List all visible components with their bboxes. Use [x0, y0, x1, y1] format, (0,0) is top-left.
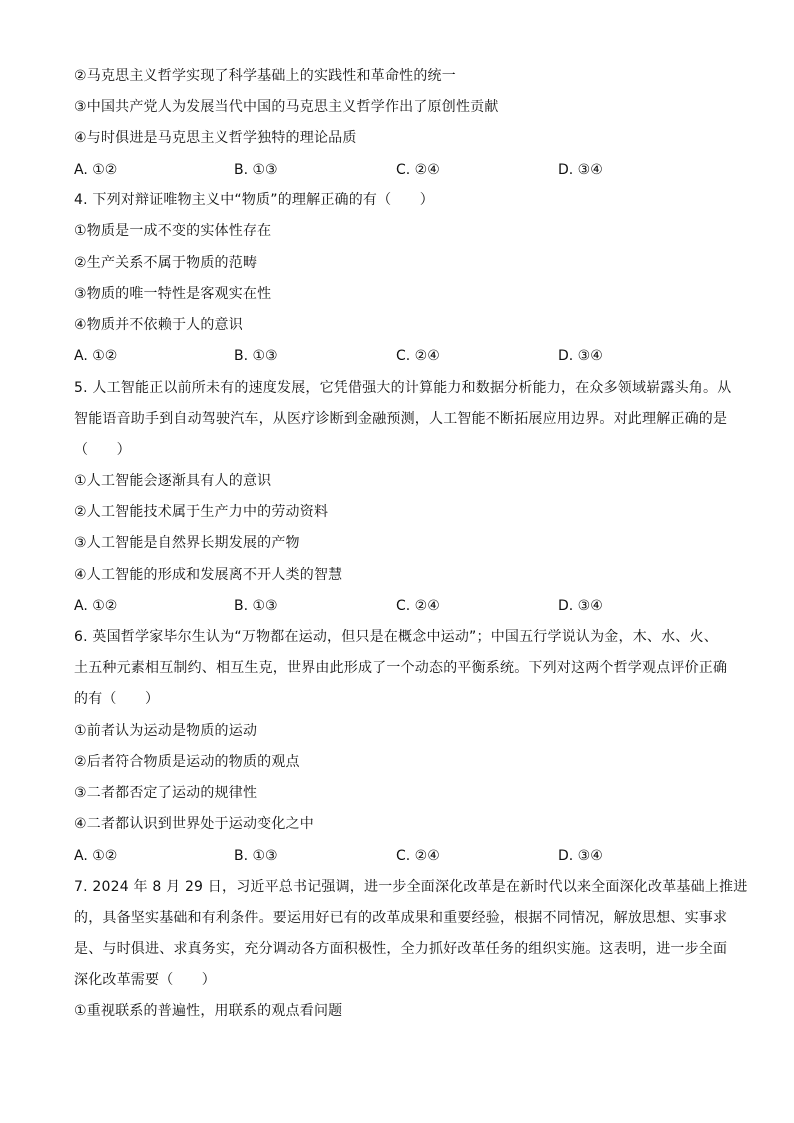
q6-statement-1: ①前者认为运动是物质的运动: [74, 723, 258, 739]
q7-stem-line-2: 的，具备坚实基础和有利条件。要运用好已有的改革成果和重要经验，根据不同情况，解放思想、实事求: [74, 910, 728, 926]
q4-statement-2: ②生产关系不属于物质的范畴: [74, 255, 258, 271]
q4-option-a: A. ①②: [74, 348, 118, 364]
q6-option-d: D. ③④: [558, 848, 603, 864]
q7-stem-line-3: 是、与时俱进、求真务实，充分调动各方面积极性，全力抓好改革任务的组织实施。这表明，进一步全面: [74, 941, 728, 957]
q5-option-c: C. ②④: [396, 598, 440, 614]
q6-stem-line-2: 土五种元素相互制约、相互生克，世界由此形成了一个动态的平衡系统。下列对这两个哲学观点评价正确: [74, 660, 728, 676]
q4-stem: 4. 下列对辩证唯物主义中“物质”的理解正确的有（ ）: [74, 192, 434, 208]
q5-statement-4: ④人工智能的形成和发展离不开人类的智慧: [74, 567, 343, 583]
q6-statement-2: ②后者符合物质是运动的物质的观点: [74, 754, 300, 770]
q7-stem-line-4: 深化改革需要（ ）: [74, 972, 216, 988]
q6-statement-3: ③二者都否定了运动的规律性: [74, 785, 258, 801]
q7-stem-line-1: 7. 2024 年 8 月 29 日，习近平总书记强调，进一步全面深化改革是在新时代以来全面深化改革基础上推进: [74, 879, 748, 895]
q4-statement-4: ④物质并不依赖于人的意识: [74, 317, 243, 333]
q6-option-b: B. ①③: [234, 848, 278, 864]
prev-option-a: A. ①②: [74, 162, 118, 178]
q5-stem-line-2: 智能语音助手到自动驾驶汽车，从医疗诊断到金融预测，人工智能不断拓展应用边界。对此理解正确的是: [74, 411, 728, 427]
q6-option-a: A. ①②: [74, 848, 118, 864]
q5-statement-2: ②人工智能技术属于生产力中的劳动资料: [74, 504, 329, 520]
q4-option-c: C. ②④: [396, 348, 440, 364]
prev-statement-3: ③中国共产党人为发展当代中国的马克思主义哲学作出了原创性贡献: [74, 99, 499, 115]
prev-statement-2: ②马克思主义哲学实现了科学基础上的实践性和革命性的统一: [74, 68, 456, 84]
q4-option-d: D. ③④: [558, 348, 603, 364]
prev-option-b: B. ①③: [234, 162, 278, 178]
prev-options: [74, 160, 724, 180]
q5-stem-line-1: 5. 人工智能正以前所未有的速度发展，它凭借强大的计算能力和数据分析能力，在众多领域崭露头角。从: [74, 380, 732, 396]
q5-option-d: D. ③④: [558, 598, 603, 614]
q5-option-b: B. ①③: [234, 598, 278, 614]
prev-option-c: C. ②④: [396, 162, 440, 178]
q4-statement-1: ①物质是一成不变的实体性存在: [74, 223, 272, 239]
q6-stem-line-1: 6. 英国哲学家毕尔生认为“万物都在运动，但只是在概念中运动”；中国五行学说认为金，木、水、火、: [74, 629, 718, 645]
q4-options: [74, 346, 724, 366]
q5-stem-line-3: （ ）: [74, 442, 131, 458]
q5-options: [74, 596, 724, 616]
q5-option-a: A. ①②: [74, 598, 118, 614]
q5-statement-1: ①人工智能会逐渐具有人的意识: [74, 473, 272, 489]
prev-statement-4: ④与时俱进是马克思主义哲学独特的理论品质: [74, 130, 357, 146]
q4-statement-3: ③物质的唯一特性是客观实在性: [74, 286, 272, 302]
q5-statement-3: ③人工智能是自然界长期发展的产物: [74, 535, 300, 551]
prev-option-d: D. ③④: [558, 162, 603, 178]
q6-statement-4: ④二者都认识到世界处于运动变化之中: [74, 816, 314, 832]
q6-stem-line-3: 的有（ ）: [74, 691, 160, 707]
q4-option-b: B. ①③: [234, 348, 278, 364]
q7-statement-1: ①重视联系的普遍性，用联系的观点看问题: [74, 1003, 343, 1019]
q6-options: [74, 846, 724, 866]
q6-option-c: C. ②④: [396, 848, 440, 864]
